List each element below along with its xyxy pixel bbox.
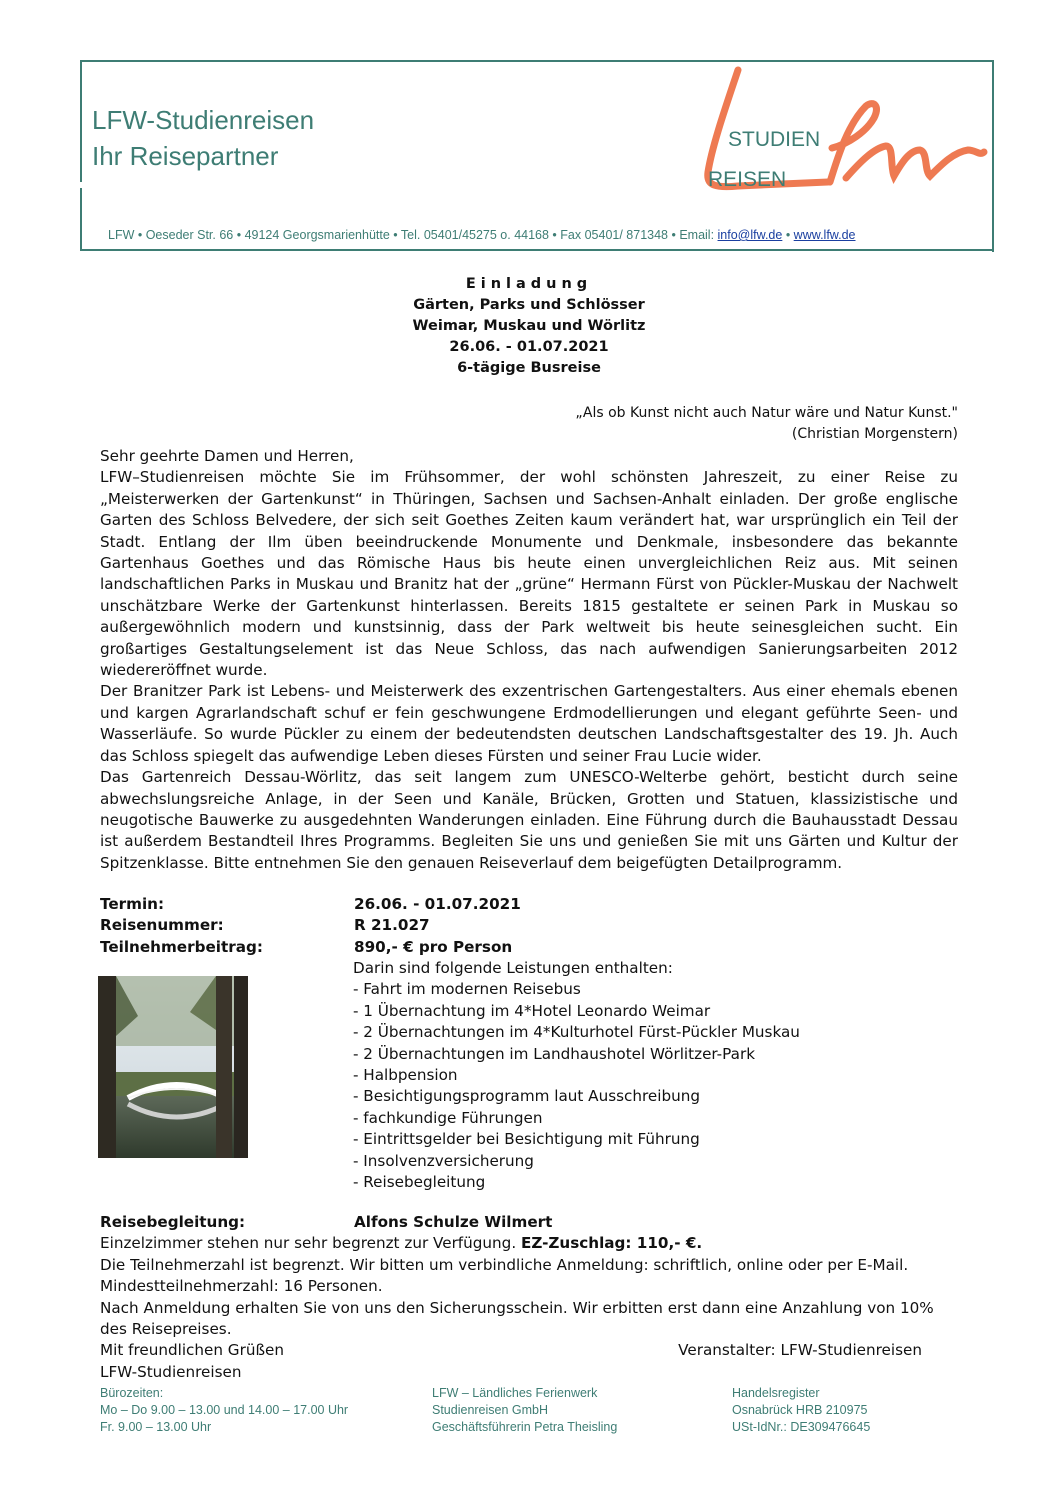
footer-line: Bürozeiten:: [100, 1386, 164, 1400]
closing-block: [100, 1212, 960, 1383]
letter-body: [100, 446, 958, 874]
letterhead-border-bottom: [80, 249, 994, 251]
organizer: Veranstalter: LFW-Studienreisen: [678, 1341, 922, 1360]
service-item: - Reisebegleitung: [353, 1173, 486, 1192]
body-paragraph-1: LFW–Studienreisen möchte Sie im Frühsommer, der wohl schönsten Jahreszeit, zu einer Reise zu „Meisterwerken der Gartenkunst“ in Thüringen, Sachsen und Sachsen-Anhalt einladen. Der große englische Garten des Schloss Belvedere, der sich seit Goethes Zeiten kaum verändert hat, war ursprünglich ein Teil der Stadt. Entlang der Ilm üben beeindruckende Monumente und Denkmale, insbesondere das bekannte Gartenhaus Goethes und das Römische Haus bis heute einen unvergleichlichen Reiz aus. Mit seinen landschaftlichen Parks in Muskau und Branitz hat der „grüne“ Hermann Fürst von Pückler-Muskau der Nachwelt unschätzbare Werke der Gartenkunst hinterlassen. Bereits 1815 gestaltete er seinen Park in Muskau so außergewöhnlich modern und kunstsinnig, dass der Park weltweit bis heute seinesgleichen sucht. Ein großartiges Gestaltungselement ist das Neue Schloss, das nach aufwendigen Sanierungsarbeiten 2012 wiedereröffnet wurde.: [100, 468, 958, 680]
reisebegleitung-value: Alfons Schulze Wilmert: [354, 1213, 553, 1231]
greeting-row: [100, 1340, 922, 1361]
park-bridge-photo: [98, 976, 248, 1158]
reisenummer-label: Reisenummer:: [100, 916, 224, 935]
teilnehmer-note: Die Teilnehmerzahl ist begrenzt. Wir bitten um verbindliche Anmeldung: schriftlich, online oder per E-Mail.: [100, 1255, 909, 1274]
logo-word-studien: STUDIEN: [728, 128, 821, 151]
heading-tripkind: 6-tägige Busreise: [457, 360, 601, 376]
letterhead-title-line2: Ihr Reisepartner: [92, 141, 279, 171]
footer-line: Mo – Do 9.00 – 13.00 und 14.00 – 17.00 Uhr: [100, 1403, 349, 1417]
ez-note: [100, 1233, 960, 1254]
detail-reisenummer: [100, 915, 960, 936]
greeting: Mit freundlichen Grüßen: [100, 1341, 284, 1360]
quote-author: (Christian Morgenstern): [791, 426, 958, 442]
footer-line: Fr. 9.00 – 13.00 Uhr: [100, 1420, 212, 1434]
termin-label: Termin:: [100, 895, 165, 913]
letterhead-title-line1: LFW-Studienreisen: [92, 105, 315, 135]
service-item: - Halbpension: [353, 1066, 458, 1085]
trip-details: [100, 894, 960, 958]
contact-separator: •: [782, 228, 794, 242]
service-item: - Insolvenzversicherung: [353, 1151, 534, 1170]
service-item: - 2 Übernachtungen im 4*Kulturhotel Fürst-Pückler Muskau: [353, 1023, 800, 1042]
footer-line: Studienreisen GmbH: [432, 1403, 549, 1417]
detail-termin: [100, 894, 960, 915]
service-item: - 1 Übernachtung im 4*Hotel Leonardo Weimar: [353, 1001, 711, 1020]
teilnehmerbeitrag-label: Teilnehmerbeitrag:: [100, 937, 263, 956]
ez-surcharge: EZ-Zuschlag: 110,- €.: [520, 1234, 703, 1253]
quote-block: [575, 403, 958, 445]
lfw-logo: [698, 66, 988, 196]
logo-word-reisen: REISEN: [708, 168, 787, 191]
footer-line: LFW – Ländliches Ferienwerk: [432, 1386, 598, 1400]
anmeldung-note: Nach Anmeldung erhalten Sie von uns den Sicherungsschein. Wir erbitten erst dann eine Anzahlung von 10% des Reisepreises.: [100, 1298, 934, 1339]
contact-line: [108, 228, 978, 242]
teilnehmerbeitrag-value: 890,- € pro Person: [354, 937, 513, 956]
invitation-heading: [329, 274, 729, 379]
heading-places: Weimar, Muskau und Wörlitz: [412, 318, 646, 334]
detail-reisebegleitung: [100, 1212, 960, 1233]
footer-line: USt-IdNr.: DE309476645: [732, 1420, 871, 1434]
reisebegleitung-label: Reisebegleitung:: [100, 1213, 246, 1231]
services-intro: Darin sind folgende Leistungen enthalten:: [353, 959, 673, 977]
footer-line: Osnabrück HRB 210975: [732, 1403, 868, 1417]
service-item: - fachkundige Führungen: [353, 1108, 543, 1127]
footer-line: Handelsregister: [732, 1386, 820, 1400]
contact-email-link[interactable]: info@lfw.de: [717, 228, 783, 242]
service-item: - Besichtigungsprogramm laut Ausschreibung: [353, 1087, 701, 1106]
contact-web-link[interactable]: www.lfw.de: [793, 228, 856, 242]
mindest-note: Mindestteilnehmerzahl: 16 Personen.: [100, 1277, 383, 1296]
services-list: [353, 958, 800, 1193]
letterhead-border-left: [80, 60, 82, 182]
footer-register: [732, 1385, 870, 1436]
heading-topic: Gärten, Parks und Schlösser: [413, 297, 645, 313]
termin-value: 26.06. - 01.07.2021: [354, 895, 521, 913]
detail-teilnehmerbeitrag: [100, 937, 960, 958]
salutation: Sehr geehrte Damen und Herren,: [100, 447, 354, 465]
quote-text: „Als ob Kunst nicht auch Natur wäre und Natur Kunst.": [575, 405, 958, 421]
service-item: - Fahrt im modernen Reisebus: [353, 980, 581, 999]
body-paragraph-3: Das Gartenreich Dessau-Wörlitz, das seit langem zum UNESCO-Welterbe gehört, besticht durch seine abwechslungsreiche Anlage, in der Seen und Kanäle, Brücken, Grotten und Statuen, klassizistische und neugotische Bauwerke zu ausgedehnten Wanderungen einladen. Eine Führung durch die Bauhausstadt Dessau ist außerdem Bestandteil Ihres Programms. Begleiten Sie uns und genießen Sie mit uns Gärten und Kultur der Spitzenklasse. Bitte entnehmen Sie den genauen Reiseverlauf dem beigefügten Detailprogramm.: [100, 768, 958, 872]
letterhead-title: [92, 102, 314, 174]
footer-company: [432, 1385, 617, 1436]
signature: LFW-Studienreisen: [100, 1362, 242, 1381]
reisenummer-value: R 21.027: [354, 916, 430, 935]
heading-dates: 26.06. - 01.07.2021: [449, 339, 609, 355]
service-item: - 2 Übernachtungen im Landhaushotel Wörlitzer-Park: [353, 1044, 755, 1063]
footer-line: Geschäftsführerin Petra Theisling: [432, 1420, 618, 1434]
letterhead-border-left-lower: [80, 188, 82, 250]
heading-einladung: Einladung: [465, 276, 593, 292]
body-paragraph-2: Der Branitzer Park ist Lebens- und Meisterwerk des exzentrischen Gartengestalters. Aus einer ehemals ebenen und kargen Agrarlandschaft schuf er fein geschwungene Erdmodellierungen und elegant geführte Seen- und Wasserläufe. So wurde Pückler zu einem der bedeutendsten deutschen Landschaftsgestalter des 19. Jh. Auch das Schloss spiegelt das aufwendige Leben dieses Fürsten und seiner Frau Lucie wider.: [100, 682, 958, 765]
ez-text: Einzelzimmer stehen nur sehr begrenzt zur Verfügung.: [100, 1234, 521, 1253]
footer-office-hours: [100, 1385, 348, 1436]
service-item: - Eintrittsgelder bei Besichtigung mit Führung: [353, 1130, 700, 1149]
contact-text: LFW • Oeseder Str. 66 • 49124 Georgsmarienhütte • Tel. 05401/45275 o. 44168 • Fax 05401/ 871348 • Email:: [108, 228, 718, 242]
